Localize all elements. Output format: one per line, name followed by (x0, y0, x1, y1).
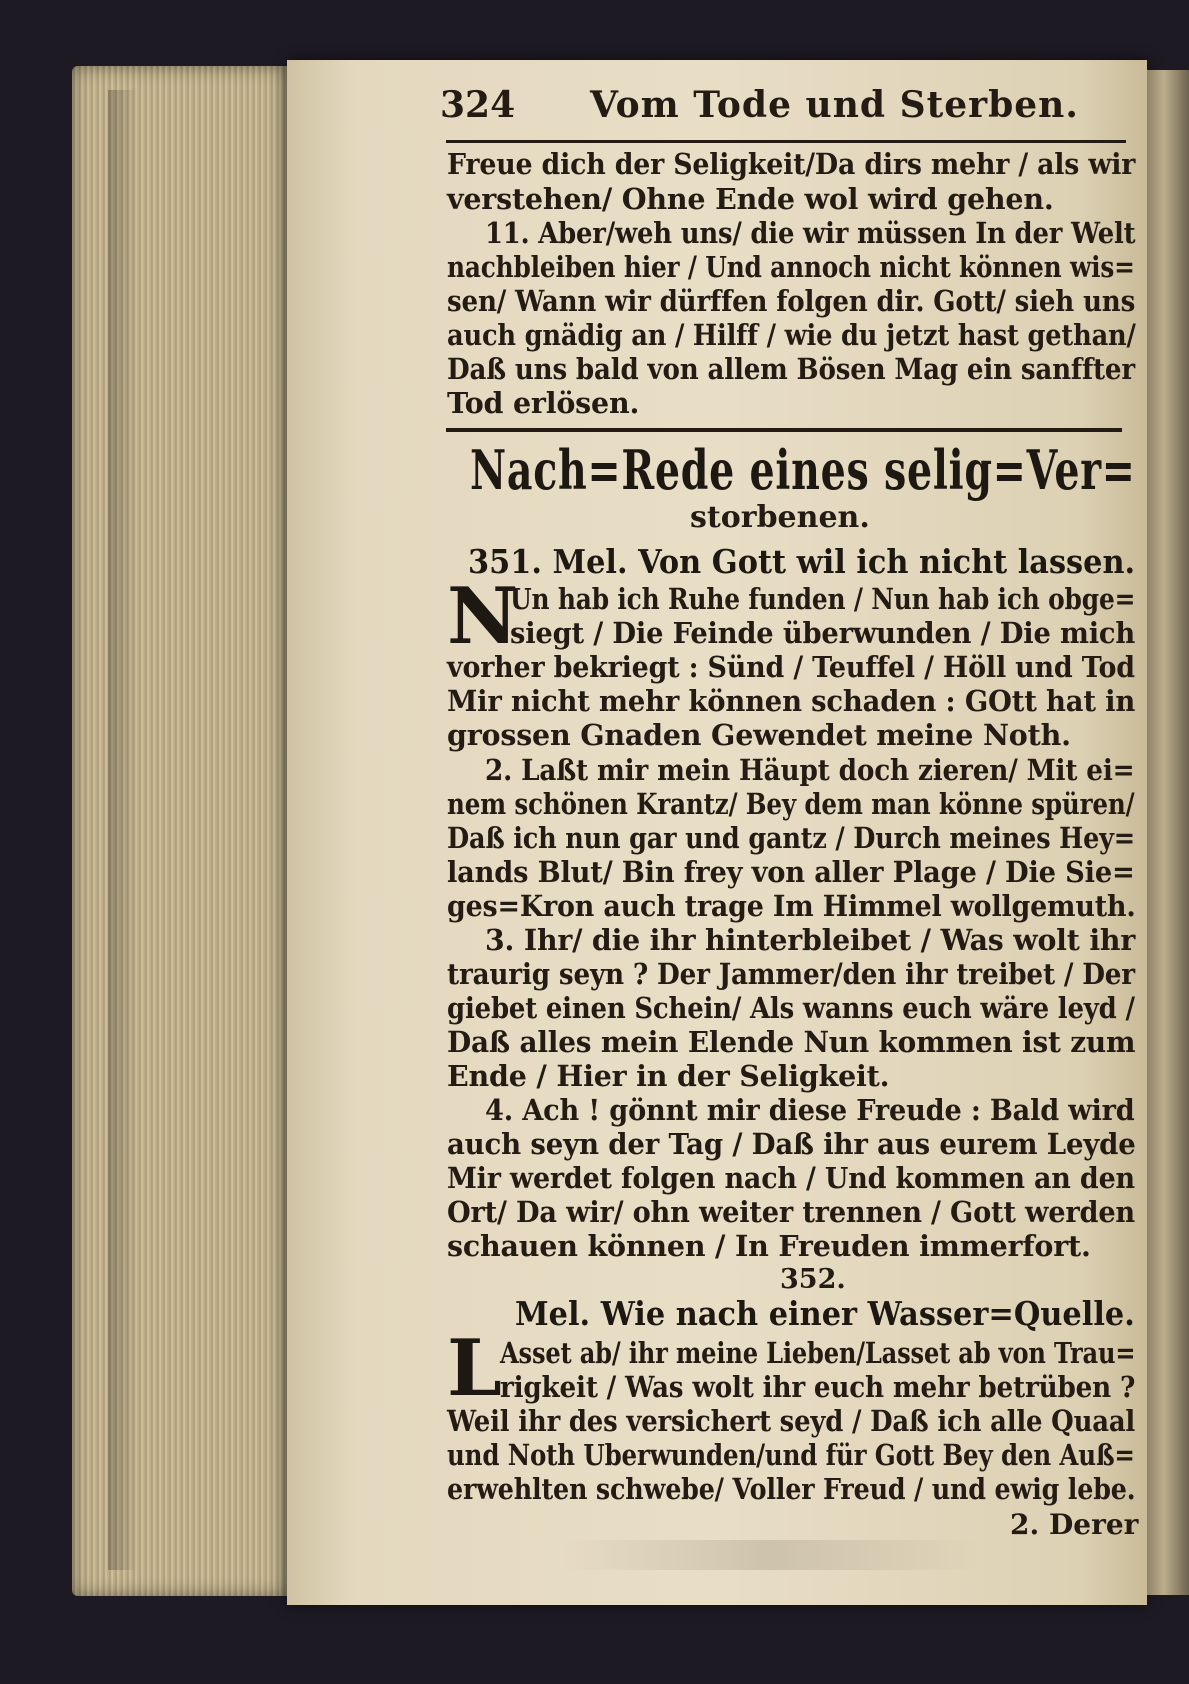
text-line: lands Blut/ Bin frey von aller Plage / Die Sie= (447, 855, 1135, 889)
text-line: auch seyn der Tag / Daß ihr aus eurem Leyde (447, 1127, 1136, 1161)
text-line: giebet einen Schein/ Als wanns euch wäre leyd / (447, 991, 1135, 1025)
text-line: traurig seyn ? Der Jammer/den ihr treibet / Der (447, 957, 1135, 991)
text-line: 4. Ach ! gönnt mir diese Freude : Bald wird (485, 1093, 1135, 1127)
melody-line: 351. Mel. Von Gott wil ich nicht lassen. (468, 542, 1136, 581)
text-line: Freue dich der Seligkeit/Da dirs mehr / als wir (447, 147, 1136, 181)
text-line: und Noth Uberwunden/und für Gott Bey den Auß= (447, 1438, 1135, 1472)
text-line: siegt / Die Feinde überwunden / Die mich (510, 616, 1136, 650)
catchword: 2. Derer (1010, 1508, 1139, 1541)
text-line: sen/ Wann wir dürffen folgen dir. Gott/ sieh uns (447, 284, 1136, 318)
text-line: Un hab ich Ruhe funden / Nun hab ich obge= (510, 582, 1136, 616)
text-line: Mir nicht mehr können schaden : GOtt hat in (447, 684, 1136, 718)
text-line: vorher bekriegt : Sünd / Teuffel / Höll und Tod (447, 650, 1135, 684)
section-heading: Nach=Rede eines selig=Ver= (470, 438, 1136, 502)
text-line: Weil ihr des versichert seyd / Daß ich alle Quaal (447, 1404, 1136, 1438)
text-line: 11. Aber/weh uns/ die wir müssen In der Welt (485, 216, 1136, 250)
text-line: Asset ab/ ihr meine Lieben/Lasset ab von Trau= (500, 1336, 1136, 1370)
text-line: verstehen/ Ohne Ende wol wird gehen. (447, 182, 1054, 216)
melody-line: Mel. Wie nach einer Wasser=Quelle. (515, 1294, 1135, 1333)
text-line: nem schönen Krantz/ Bey dem man könne spüren/ (447, 787, 1135, 821)
bleed-through (560, 1540, 980, 1570)
page-edges (72, 66, 287, 1596)
text-line: Daß alles mein Elende Nun kommen ist zum (447, 1025, 1136, 1059)
text-line: ges=Kron auch trage Im Himmel wollgemuth. (447, 889, 1136, 923)
running-head (440, 84, 1130, 130)
text-line: Daß ich nun gar und gantz / Durch meines Hey= (447, 821, 1136, 855)
text-line: Tod erlösen. (447, 386, 640, 420)
text-line: grossen Gnaden Gewendet meine Noth. (447, 718, 1071, 752)
edge-shadow (108, 90, 138, 1570)
text-line: schauen können / In Freuden immerfort. (447, 1229, 1091, 1263)
hymn-number: 352. (780, 1264, 846, 1295)
text-line: Ort/ Da wir/ ohn weiter trennen / Gott werden (447, 1195, 1136, 1229)
text-line: rigkeit / Was wolt ihr euch mehr betrüben ? (500, 1370, 1136, 1404)
text-line: 2. Laßt mir mein Häupt doch zieren/ Mit ei= (485, 753, 1135, 787)
running-title: Vom Tode und Sterben. (590, 84, 1079, 126)
header-rule (446, 140, 1126, 143)
drop-capital: N (447, 571, 519, 662)
page-number: 324 (440, 84, 516, 126)
text-line: Daß uns bald von allem Bösen Mag ein sanffter (447, 352, 1135, 386)
text-line: erwehlten schwebe/ Voller Freud / und ewig lebe. (447, 1472, 1136, 1506)
next-page-edge (1147, 70, 1189, 1595)
section-heading-continued: storbenen. (690, 500, 870, 535)
text-line: nachbleiben hier / Und annoch nicht können wis= (447, 250, 1135, 284)
text-line: Mir werdet folgen nach / Und kommen an den (447, 1161, 1135, 1195)
drop-capital: L (447, 1323, 502, 1414)
text-line: Ende / Hier in der Seligkeit. (447, 1059, 890, 1093)
text-line: 3. Ihr/ die ihr hinterbleibet / Was wolt ihr (485, 923, 1136, 957)
text-line: auch gnädig an / Hilff / wie du jetzt hast gethan/ (447, 318, 1136, 352)
section-rule (446, 428, 1122, 432)
